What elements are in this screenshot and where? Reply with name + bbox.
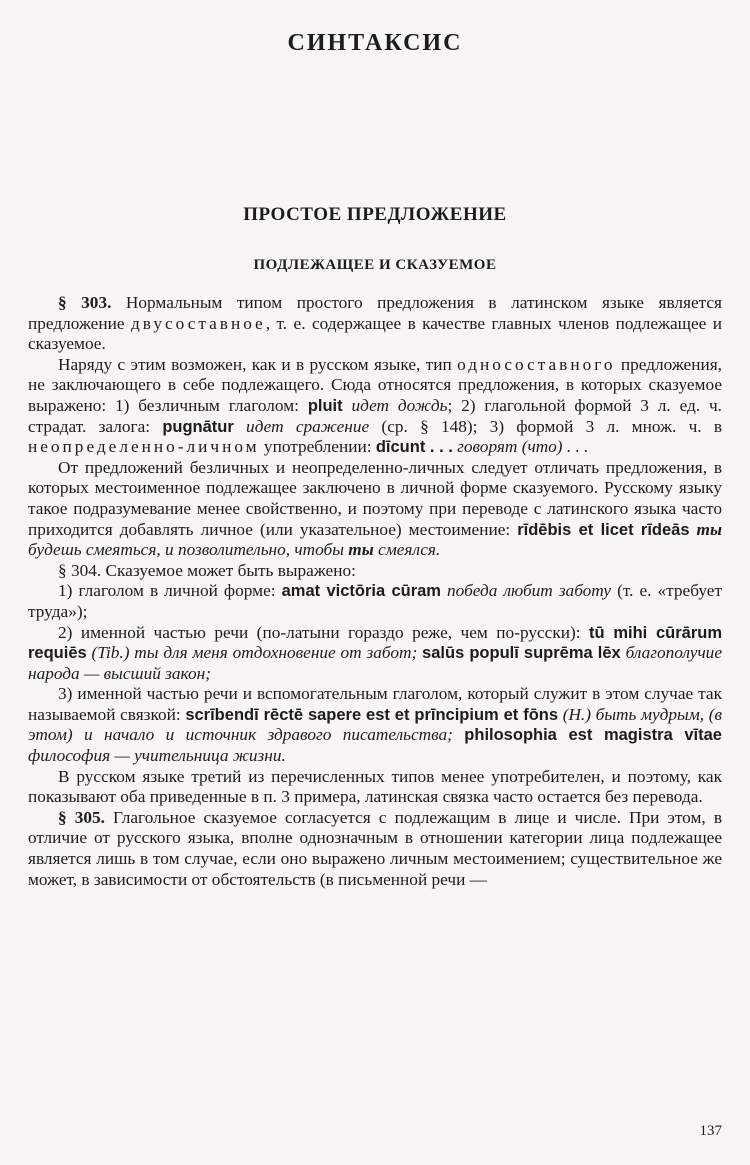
section-title: ПРОСТОЕ ПРЕДЛОЖЕНИЕ (243, 204, 507, 225)
text-run: 2) именной частью речи (по-латыни гораздо реже, чем по-русски): (58, 622, 590, 642)
text-run: От предложений безличных и неопределенно-личных следует отличать предложения, в которых местоименное подлежащее заключено в личной форме сказуемого. Русскому языку такое подразумевание менее свойственно, и поэтому при переводе с латинского языка часто приходится добавлять личное (или указательное) местоимение: (28, 457, 722, 539)
latin-example: rīdēbis et licet rīdeās (517, 520, 690, 539)
text-run: Глагольное сказуемое согласуется с подлежащим в лице и числе. При этом, в отличие от русского языка, вполне однозначным в отношении категории лица подлежащее является лишь в том случае, если оно выражено личным местоимением; существительное же может, в зависимости от обстоятельств (в письменной речи — (28, 807, 722, 889)
page-number: 137 (699, 1123, 722, 1139)
paragraph-305 (28, 808, 722, 890)
translation: будешь смеяться, и позволительно, чтобы (28, 540, 349, 560)
subsection-title: ПОДЛЕЖАЩЕЕ И СКАЗУЕМОЕ (253, 257, 497, 273)
paragraph-304-b (28, 623, 722, 685)
text-run: Наряду с этим возможен, как и в русском языке, тип (58, 354, 458, 374)
translation: идет дождь (342, 395, 448, 415)
translation: благополучие народа — высший закон; (28, 643, 722, 683)
text-run: (ср. § 148); 3) формой 3 л. множ. ч. в (369, 416, 723, 436)
paragraph-303 (28, 293, 722, 355)
translation: победа любит заботу (440, 581, 612, 601)
translation: идет сражение (233, 416, 370, 436)
body-text (28, 293, 722, 890)
text-run: Сказуемое может быть выражено: (101, 560, 356, 580)
latin-example: philosophia est magistra vītae (464, 726, 722, 745)
paragraph-303-b (28, 355, 722, 458)
paragraph-304-a (28, 581, 722, 622)
text-run: (т. е. «требует труда»); (28, 581, 722, 621)
text-run: употреблении: (259, 437, 376, 457)
latin-example: scrībendī rēctē sapere est et prīncipium et fōns (185, 705, 559, 724)
text-run: Нормальным типом простого предложения в латинском языке является предложение (28, 293, 722, 333)
emphasis: ты (689, 519, 722, 539)
latin-example: salūs populī suprēma lēx (422, 644, 621, 663)
paragraph-304-c (28, 684, 722, 766)
text-run: В русском языке третий из перечисленных типов менее употребителен, и поэтому, как показывают оба приведенные в п. 3 примера, латинская связка часто остается без перевода. (28, 766, 722, 807)
spaced-term: двусоставное (130, 313, 266, 333)
translation: (Tib.) ты для меня отдохновение от забот; (86, 643, 423, 663)
text-run: 1) глаголом в личной форме: (58, 581, 282, 601)
latin-example: amat victōria cūram (281, 582, 441, 601)
translation: (H.) быть мудрым, (в этом) и начало и источник здравого писательства; (28, 704, 723, 745)
text-run: предложения, не заключающего в себе подлежащего. Сюда относятся предложения, в которых сказуемое выражено: 1) безличным глаголом: (28, 354, 722, 415)
spaced-term: односоставного (457, 354, 616, 374)
latin-example: pugnātur (162, 417, 234, 436)
latin-example: dīcunt . . . (375, 438, 453, 457)
spaced-term: неопределенно-личном (28, 437, 260, 457)
chapter-title: СИНТАКСИС (287, 30, 463, 56)
section-number: § 305. (58, 807, 105, 827)
text-run: , т. е. содержащее в качестве главных членов подлежащее и сказуемое. (28, 313, 722, 354)
text-run: ; 2) глагольной формой 3 л. ед. ч. страдат. залога: (28, 395, 722, 436)
translation: смеялся. (373, 540, 441, 560)
translation: философия — учительница жизни. (28, 746, 286, 766)
paragraph-304 (28, 561, 722, 582)
section-number: § 304. (58, 560, 102, 580)
translation: говорят (что) . . . (452, 437, 589, 457)
text-run: 3) именной частью речи и вспомогательным глаголом, который служит в этом случае так называемой связкой: (28, 684, 722, 724)
paragraph-304-d (28, 767, 722, 808)
latin-example: tū mihi cūrārum requiēs (28, 623, 722, 663)
latin-example: pluit (307, 396, 343, 415)
section-number: § 303. (58, 293, 112, 312)
emphasis: ты (348, 540, 374, 560)
paragraph-303-c (28, 458, 722, 561)
